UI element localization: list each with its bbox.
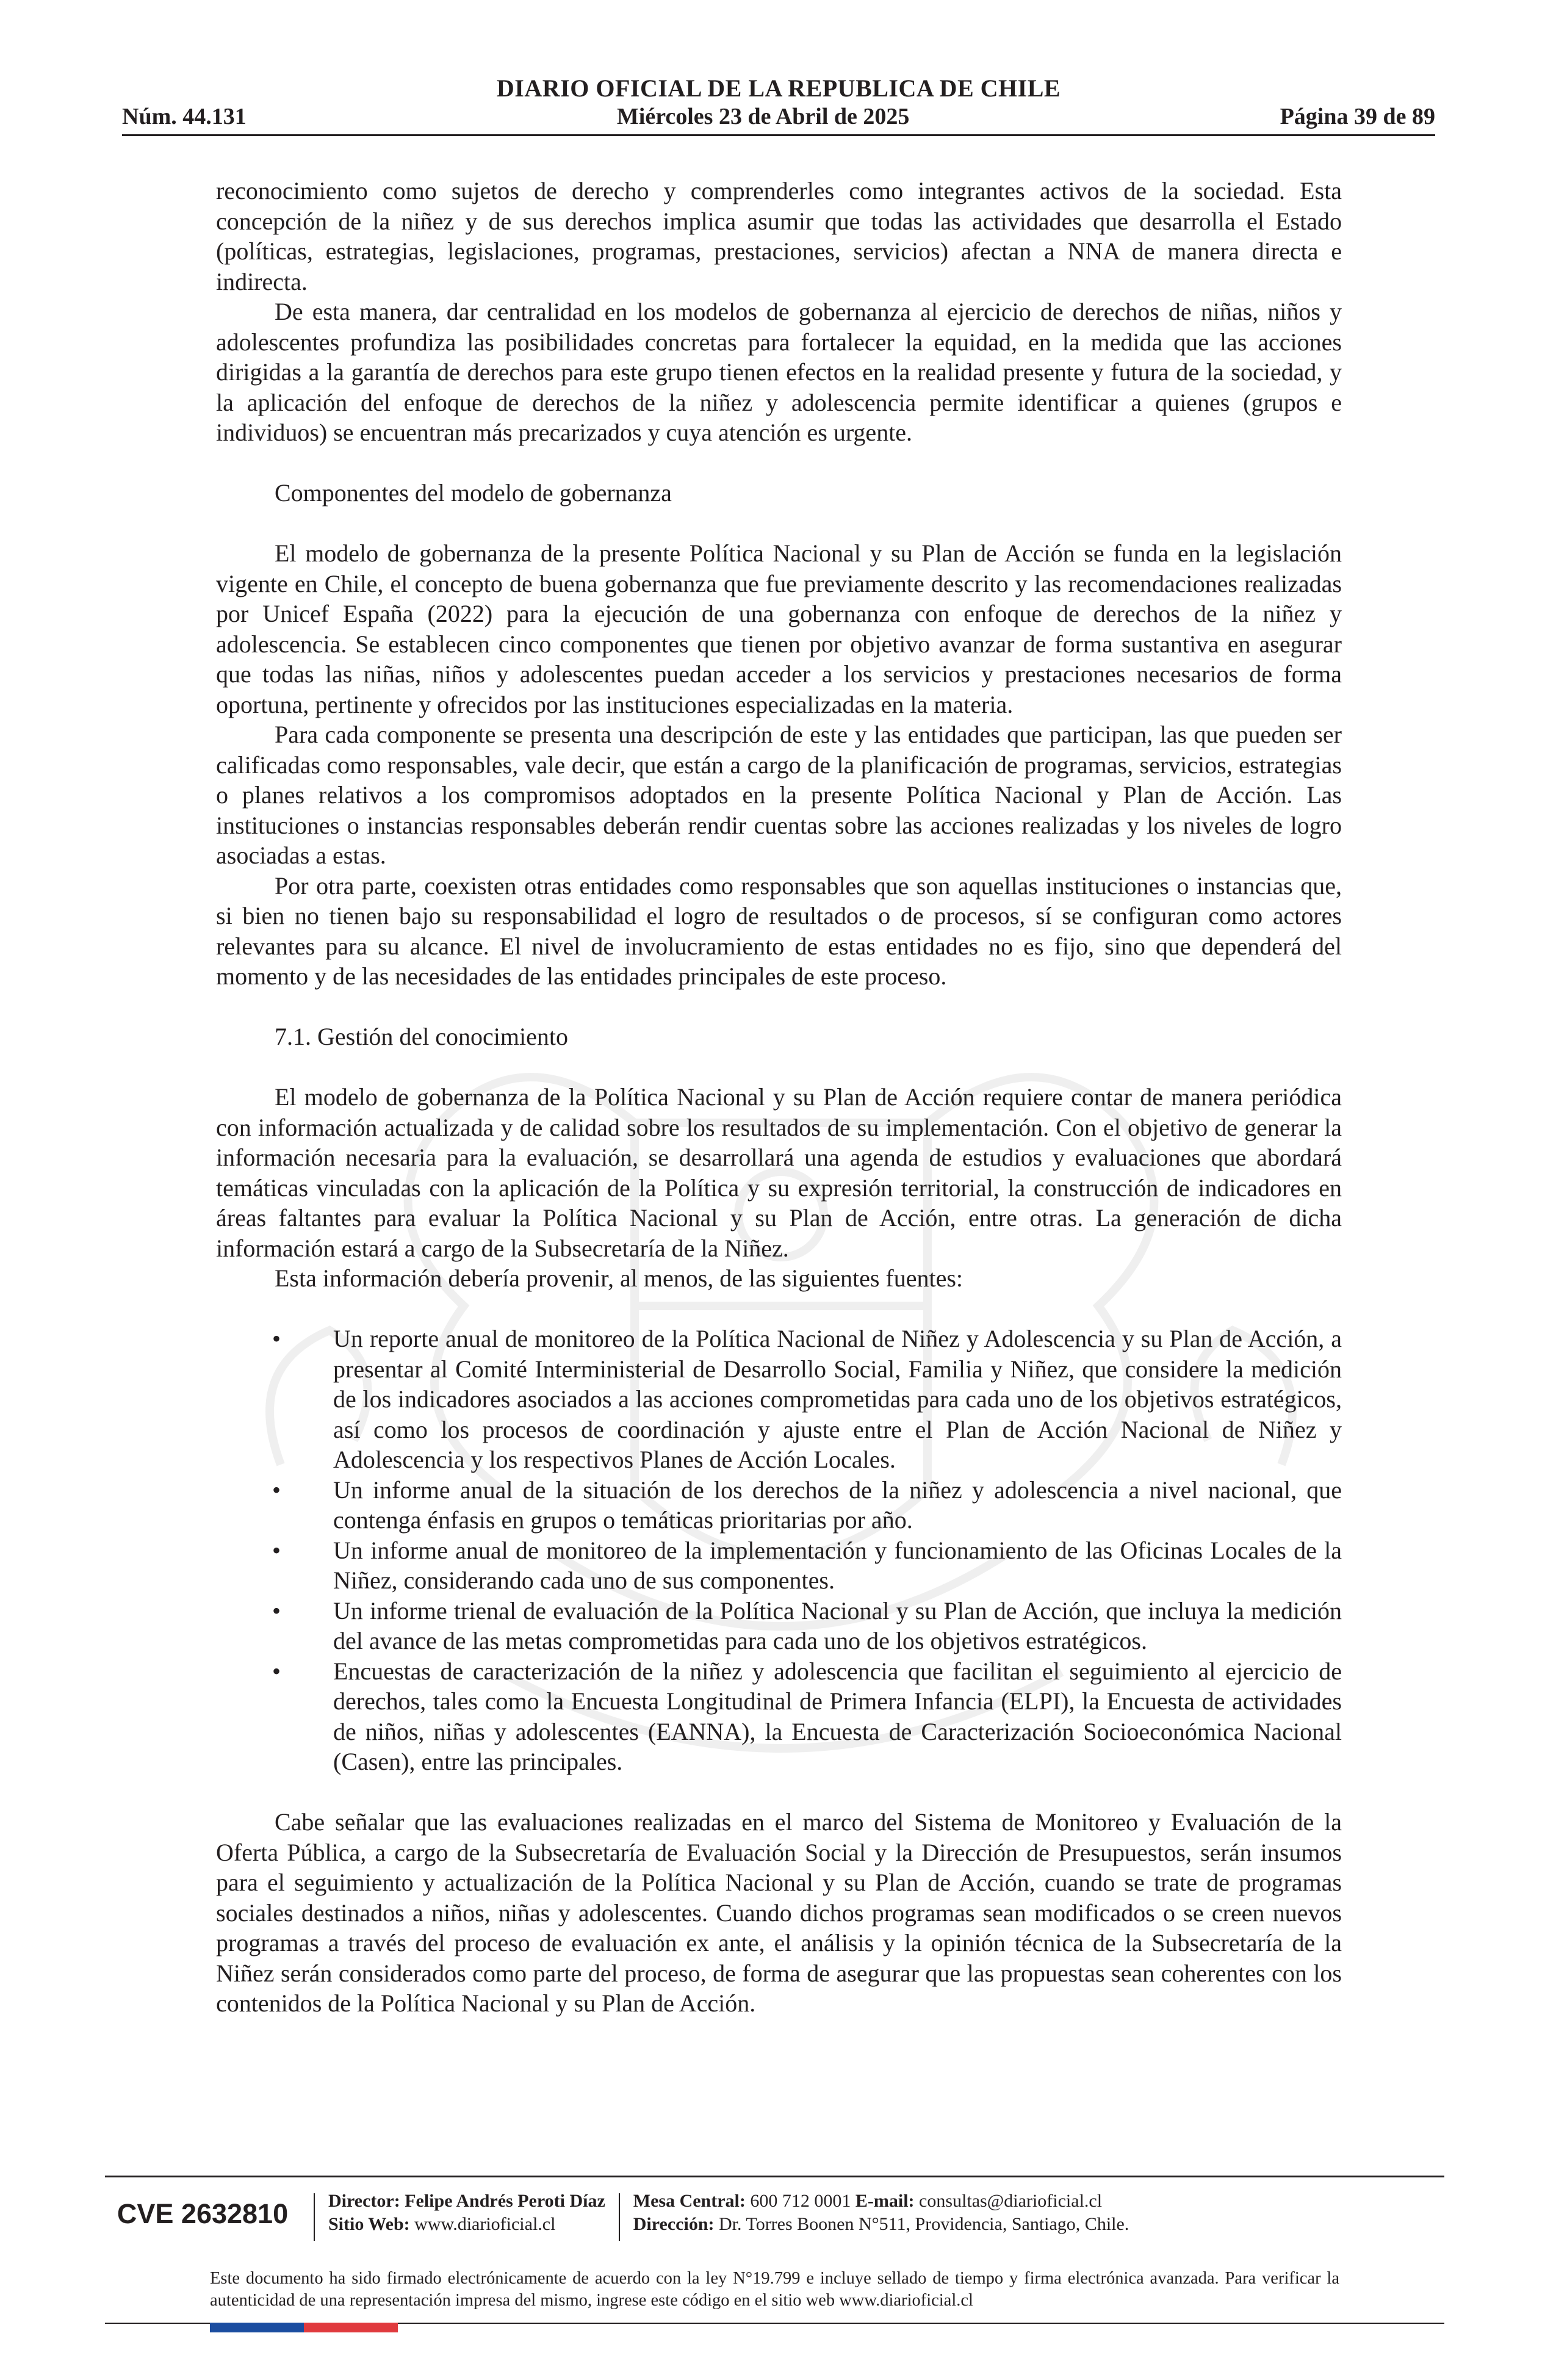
list-item [216, 1535, 1342, 1596]
director-label: Director: [328, 2191, 400, 2211]
signature-note: Este documento ha sido firmado electrónicamente de acuerdo con la ley N°19.799 e incluye sellado de tiempo y firma electrónica avanzada. Para verificar la autenticidad de una representación impresa del mismo, ingrese este código en el sitio web www.diarioficial.cl [210, 2269, 1339, 2310]
section-heading: Componentes del modelo de gobernanza [275, 479, 672, 507]
address: Dr. Torres Boonen N°511, Providencia, Santiago, Chile. [719, 2214, 1129, 2234]
page-footer [105, 2176, 1444, 2332]
sources-list [216, 1324, 1342, 1777]
list-item [216, 1656, 1342, 1777]
email-link[interactable]: consultas@diarioficial.cl [919, 2191, 1103, 2211]
list-item [216, 1475, 1342, 1535]
footer-rule [105, 2176, 1444, 2177]
bullet-icon: • [272, 1657, 281, 1685]
document-body [216, 176, 1342, 2019]
section-heading: 7.1. Gestión del conocimiento [275, 1023, 569, 1050]
header-row [122, 103, 1435, 131]
list-item-text: Un informe anual de monitoreo de la implementación y funcionamiento de las Oficinas Locales de la Niñez, considerando cada uno de sus componentes. [333, 1536, 1342, 1594]
cve-code: CVE 2632810 [117, 2198, 289, 2229]
bullet-icon: • [272, 1476, 281, 1504]
page-header [122, 74, 1435, 136]
email-label: E-mail: [855, 2191, 915, 2211]
footer-contact-block [633, 2190, 1129, 2236]
paragraph: El modelo de gobernanza de la presente Política Nacional y su Plan de Acción se funda en la legislación vigente en Chile, el concepto de buena gobernanza que fue previamente descrito y las recomendaciones realizadas por Unicef España (2022) para la ejecución de una gobernanza con enfoque de derechos de la niñez y adolescencia. Se establecen cinco componentes que tienen por objetivo avanzar de forma sustantiva en asegurar que todas las niñas, niños y adolescentes puedan acceder a los servicios y prestaciones necesarios de forma oportuna, pertinente y ofrecidos por las instituciones especializadas en la materia. [216, 539, 1342, 718]
issue-number: Núm. 44.131 [122, 104, 247, 129]
list-item-text: Un informe anual de la situación de los derechos de la niñez y adolescencia a nivel nacional, que contenga énfasis en grupos o temáticas prioritarias por año. [333, 1476, 1342, 1534]
paragraph: Esta información debería provenir, al menos, de las siguientes fuentes: [275, 1264, 963, 1292]
phone-number: 600 712 0001 [750, 2191, 851, 2211]
paragraph: Cabe señalar que las evaluaciones realizadas en el marco del Sistema de Monitoreo y Evaluación de la Oferta Pública, a cargo de la Subsecretaría de Evaluación Social y la Dirección de Presupuestos, serán insumos para el seguimiento y actualización de la Política Nacional y su Plan de Acción, cuando se trate de programas sociales destinados a niños, niñas y adolescentes. Cuando dichos programas sean modificados o se creen nuevos programas a través del proceso de evaluación ex ante, el análisis y la opinión técnica de la Subsecretaría de la Niñez serán considerados como parte del proceso, de forma de asegurar que las propuestas sean coherentes con los contenidos de la Política Nacional y su Plan de Acción. [216, 1808, 1342, 2017]
list-item-text: Encuestas de caracterización de la niñez y adolescencia que facilitan el seguimiento al ejercicio de derechos, tales como la Encuesta Longitudinal de Primera Infancia (ELPI), la Encuesta de actividades de niños, niñas y adolescentes (EANNA), la Encuesta de Caracterización Socioeconómica Nacional (Casen), entre las principales. [333, 1657, 1342, 1775]
phone-label: Mesa Central: [633, 2191, 746, 2211]
list-item-text: Un reporte anual de monitoreo de la Política Nacional de Niñez y Adolescencia y su Plan de Acción, a presentar al Comité Interministerial de Desarrollo Social, Familia y Niñez, que considere la medición de los indicadores asociados a las acciones comprometidas para cada uno de los objetivos estratégicos, así como los procesos de coordinación y ajuste entre el Plan de Acción Nacional de Niñez y Adolescencia y los respectivos Planes de Acción Locales. [333, 1325, 1342, 1473]
paragraph: Por otra parte, coexisten otras entidades como responsables que son aquellas instituciones o instancias que, si bien no tienen bajo su responsabilidad el logro de resultados o de procesos, sí se configuran como actores relevantes para su alcance. El nivel de involucramiento de estas entidades no es fijo, sino que dependerá del momento y de las necesidades de las entidades principales de este proceso. [216, 871, 1342, 990]
list-item [216, 1596, 1342, 1656]
newspaper-title: DIARIO OFICIAL DE LA REPUBLICA DE CHILE [496, 74, 1061, 102]
flag-red-segment [304, 2323, 398, 2332]
paragraph: Para cada componente se presenta una descripción de este y las entidades que participan, las que pueden ser calificadas como responsables, vale decir, que están a cargo de la planificación de programas, servicios, estrategias o planes relativos a los compromisos adoptados en la presente Política Nacional y Plan de Acción. Las instituciones o instancias responsables deberán rendir cuentas sobre las acciones realizadas y los niveles de logro asociadas a estas. [216, 721, 1342, 869]
page-number: Página 39 de 89 [1280, 104, 1435, 129]
bullet-icon: • [272, 1536, 281, 1564]
paragraph: El modelo de gobernanza de la Política Nacional y su Plan de Acción requiere contar de manera periódica con información actualizada y de calidad sobre los resultados de su implementación. Con el objetivo de generar la información necesaria para la evaluación, se desarrollará una agenda de estudios y evaluaciones que abordará temáticas vinculadas con la aplicación de la Política y su expresión territorial, la construcción de indicadores en áreas faltantes para evaluar la Política Nacional y su Plan de Acción, entre otras. La generación de dicha información estará a cargo de la Subsecretaría de la Niñez. [216, 1083, 1342, 1262]
address-label: Dirección: [633, 2214, 715, 2234]
bullet-icon: • [272, 1596, 281, 1625]
director-name: Felipe Andrés Peroti Díaz [405, 2191, 605, 2211]
flag-stripe [210, 2323, 1444, 2332]
site-link[interactable]: www.diarioficial.cl [414, 2214, 556, 2234]
footer-divider [619, 2193, 620, 2241]
flag-blue-segment [210, 2323, 304, 2332]
list-item [216, 1324, 1342, 1475]
bullet-icon: • [272, 1325, 281, 1352]
paragraph: reconocimiento como sujetos de derecho y comprenderles como integrantes activos de la sociedad. Esta concepción de la niñez y de sus derechos implica asumir que todas las actividades que desarrolla el Estado (políticas, estrategias, legislaciones, programas, prestaciones, servicios) afectan a NNA de manera directa e indirecta. [216, 177, 1342, 295]
paragraph: De esta manera, dar centralidad en los modelos de gobernanza al ejercicio de derechos de niñas, niños y adolescentes profundiza las posibilidades concretas para fortalecer la equidad, en la medida que las acciones dirigidas a la garantía de derechos para este grupo tienen efectos en la realidad presente y futura de la sociedad, y la aplicación del enfoque de derechos de la niñez y adolescencia permite identificar a quienes (grupos e individuos) se encuentran más precarizados y cuya atención es urgente. [216, 298, 1342, 446]
footer-info [105, 2190, 1444, 2241]
footer-director-block [328, 2190, 605, 2236]
footer-divider [314, 2193, 315, 2241]
list-item-text: Un informe trienal de evaluación de la Política Nacional y su Plan de Acción, que incluya la medición del avance de las metas comprometidas para cada uno de los objetivos estratégicos. [333, 1596, 1342, 1654]
header-rule [122, 134, 1435, 136]
issue-date: Miércoles 23 de Abril de 2025 [616, 104, 910, 129]
site-label: Sitio Web: [328, 2214, 410, 2234]
